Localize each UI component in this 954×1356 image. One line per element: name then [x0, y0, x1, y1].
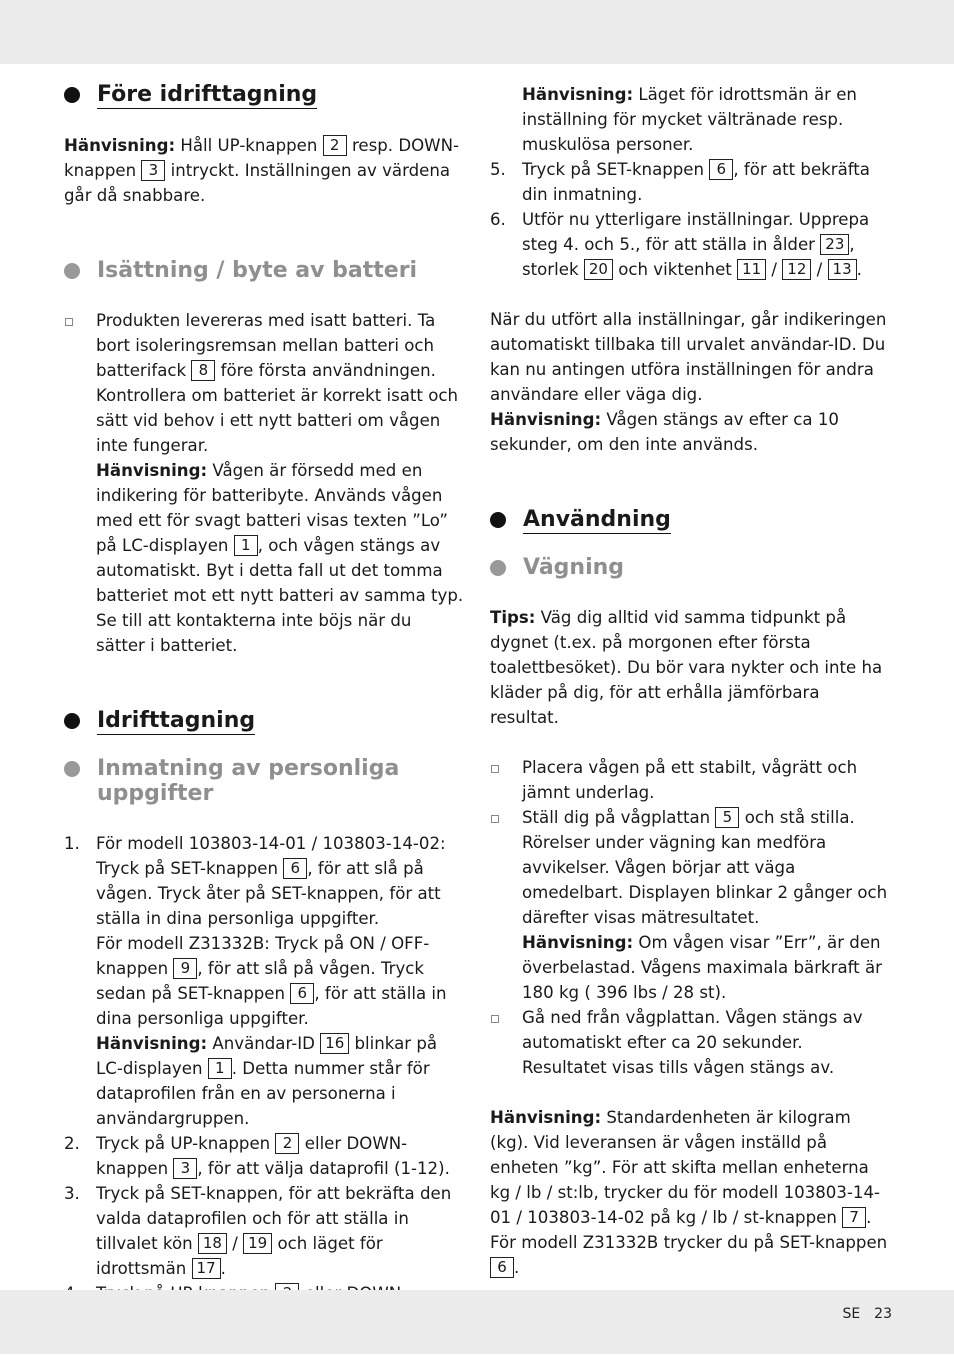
key-ref: 6 [709, 159, 733, 180]
key-ref: 1 [208, 1058, 232, 1079]
key-ref: 12 [782, 259, 811, 280]
key-ref: 17 [192, 1258, 221, 1279]
footer-lang: SE [842, 1306, 861, 1322]
bullet-icon [64, 263, 80, 279]
heading-idrifttagning: Idrifttagning [64, 708, 464, 734]
list-item-stall: Ställ dig på vågplattan 5 och stå stilla. Rörelser under vägning kan medföra avvikelser. Vågen börjar att väga omedelbart. Displayen blinkar 2 gånger och därefter visas mätresultatet. Hänvisning: Om vågen visar ”Err”, är den överbelastad. Vågens maximala bärkraft är 180 kg ( 396 lbs / 28 st). [490, 805, 890, 1005]
bullet-icon [490, 512, 506, 528]
key-ref: 23 [820, 234, 849, 255]
heading-inmatning: Inmatning av personliga uppgifter [64, 756, 464, 806]
paragraph-after-settings: När du utfört alla inställningar, går indikeringen automatiskt tillbaka till urvalet användar-ID. Du kan nu antingen utföra inställningen för andra användare eller väga dig. [490, 310, 887, 404]
key-ref: 7 [842, 1207, 866, 1228]
key-ref: 20 [584, 259, 613, 280]
heading-fore-idrifttagning: Före idrifttagning [64, 82, 464, 108]
step-6: 6. Utför nu ytterligare inställningar. Upprepa steg 4. och 5., för att ställa in ålder 23 , storlek 20 och viktenhet 11 / 12 / 13 . [490, 210, 870, 279]
left-column [64, 82, 464, 1356]
heading-anvandning: Användning [490, 507, 890, 533]
step-2: 2. Tryck på UP-knappen 2 eller DOWN-knappen 3 , för att välja dataprofil (1-12). [64, 1134, 450, 1178]
right-column [490, 82, 890, 1280]
key-ref: 2 [323, 135, 347, 156]
page-number: 23 [874, 1306, 892, 1322]
key-ref: 6 [490, 1257, 514, 1278]
key-ref: 2 [275, 1133, 299, 1154]
heading-vagning: Vägning [490, 555, 890, 580]
key-ref: 1 [234, 535, 258, 556]
bullet-icon [64, 761, 80, 777]
key-ref: 3 [173, 1158, 197, 1179]
top-band [0, 0, 954, 64]
bullet-icon [490, 560, 506, 576]
step-4-note: Hänvisning: Läget för idrottsmän är en inställning för mycket vältränade resp. muskulösa personer. [522, 85, 857, 154]
key-ref: 19 [243, 1233, 272, 1254]
key-ref: 8 [191, 360, 215, 381]
key-ref: 9 [173, 958, 197, 979]
key-ref: 13 [828, 259, 857, 280]
note-fore: Hänvisning: Håll UP-knappen 2 resp. DOWN-knappen 3 intryckt. Inställningen av värdena går då snabbare. [64, 136, 459, 205]
bullet-icon [64, 87, 80, 103]
step-3: 3. Tryck på SET-knappen, för att bekräfta den valda dataprofilen och för att ställa in tillvalet kön 18 / 19 och läget för idrottsmän 17 . [64, 1184, 452, 1278]
step-1: 1. För modell 103803-14-01 / 103803-14-02: Tryck på SET-knappen 6 , för att slå på vågen. Tryck åter på SET-knappen, för att ställa in dina personliga uppgifter. För modell Z31332B: Tryck på ON / OFF-knappen 9 , för att slå på vågen. Tryck sedan på SET-knappen 6 , för att ställa in dina personliga uppgifter. Hänvisning: Användar-ID 16 blinkar på LC-displayen 1 . Detta nummer står för dataprofilen från en av personerna i användargruppen. [64, 834, 447, 1128]
list-item-placera: Placera vågen på ett stabilt, vågrätt och jämnt underlag. [490, 755, 890, 805]
note-units: Hänvisning: Standardenheten är kilogram (kg). Vid leveransen är vågen inställd på enheten ”kg”. För att skifta mellan enheterna kg / lb / st:lb, trycker du för modell 103803-14-01 / 103803-14-02 på kg / lb / st-knappen 7 . För modell Z31332B trycker du på SET-knappen 6 . [490, 1108, 888, 1277]
key-ref: 18 [198, 1233, 227, 1254]
list-item-batteri: Produkten levereras med isatt batteri. Ta bort isoleringsremsan mellan batteri och batterifack 8 före första användningen. Kontrollera om batteriet är korrekt isatt och sätt vid behov i ett nytt batteri om vågen inte fungerar. Hänvisning: Vågen är försedd med en indikering för batteribyte. Används vågen med ett för svagt batteri visas texten ”Lo” på LC-displayen 1 , och vågen stängs av automatiskt. Byt i detta fall ut det tomma batteriet mot ett nytt batteri av samma typ. Se till att kontakterna inte böjs när du sätter i batteriet. [64, 308, 464, 658]
key-ref: 16 [320, 1033, 349, 1054]
page-footer [828, 1306, 892, 1322]
note-auto-off: Hänvisning: Vågen stängs av efter ca 10 sekunder, om den inte används. [490, 410, 839, 454]
key-ref: 6 [283, 858, 307, 879]
key-ref: 11 [737, 259, 766, 280]
list-item-ga-ned: Gå ned från vågplattan. Vågen stängs av automatiskt efter ca 20 sekunder. Resultatet visas tills vågen stängs av. [490, 1005, 890, 1080]
bottom-band [0, 1290, 954, 1354]
key-ref: 3 [141, 160, 165, 181]
tips-paragraph: Tips: Väg dig alltid vid samma tidpunkt på dygnet (t.ex. på morgonen efter första toalettbesöket). Du bör vara nykter och inte ha kläder på dig, för att erhålla jämförbara resultat. [490, 608, 883, 727]
step-5: 5. Tryck på SET-knappen 6 , för att bekräfta din inmatning. [490, 160, 870, 204]
key-ref: 6 [290, 983, 314, 1004]
heading-batteri: Isättning / byte av batteri [64, 258, 464, 283]
bullet-icon [64, 713, 80, 729]
key-ref: 5 [715, 807, 739, 828]
